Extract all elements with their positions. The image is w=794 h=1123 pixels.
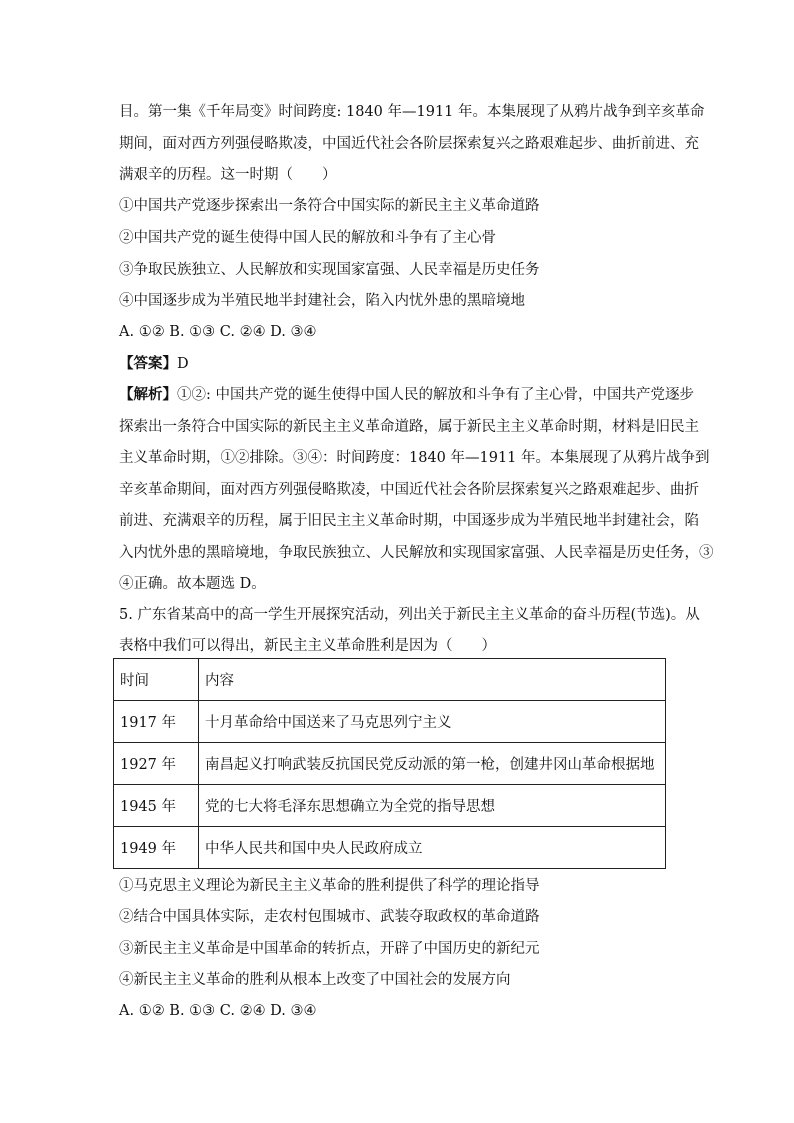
analysis-label: 【解析】 <box>119 386 177 403</box>
q4-option-2: ②中国共产党的诞生使得中国人民的解放和斗争有了主心骨 <box>119 230 496 246</box>
q4-stem-line-3: 满艰辛的历程。这一时期（ ） <box>119 167 337 183</box>
q5-option-2: ②结合中国具体实际，走农村包围城市、武装夺取政权的革命道路 <box>119 909 540 925</box>
table-cell-year: 1927 年 <box>114 743 199 785</box>
table-header-content: 内容 <box>199 659 666 701</box>
table-cell-year: 1917 年 <box>114 701 199 743</box>
table-row <box>114 701 666 743</box>
table-cell-content: 中华人民共和国中央人民政府成立 <box>199 827 666 869</box>
table-cell-year: 1945 年 <box>114 785 199 827</box>
q4-analysis-line-3: 主义革命时期，①②排除。③④：时间跨度：1840 年—1911 年。本集展现了从鸦片战争到 <box>119 450 710 466</box>
q5-stem-line-1: 5. 广东省某高中的高一学生开展探究活动，列出关于新民主主义革命的奋斗历程(节选)。从 <box>119 607 700 623</box>
q4-analysis-line-6: 入内忧外患的黑暗境地，争取民族独立、人民解放和实现国家富强、人民幸福是历史任务，③ <box>119 545 714 561</box>
q4-stem-line-2: 期间，面对西方列强侵略欺凌，中国近代社会各阶层探索复兴之路艰难起步、曲折前进、充 <box>119 136 699 152</box>
table-row <box>114 827 666 869</box>
q4-analysis-line-5: 前进、充满艰辛的历程，属于旧民主主义革命时期，中国逐步成为半殖民地半封建社会，陷 <box>119 513 699 529</box>
q4-choices: A. ①② B. ①③ C. ②④ D. ③④ <box>119 324 317 340</box>
q4-analysis-line-7: ④正确。故本题选 D。 <box>119 576 266 592</box>
table-header-row <box>114 659 666 701</box>
q4-answer <box>119 354 679 374</box>
table-row <box>114 785 666 827</box>
q4-option-1: ①中国共产党逐步探索出一条符合中国实际的新民主主义革命道路 <box>119 198 540 214</box>
table-cell-content: 党的七大将毛泽东思想确立为全党的指导思想 <box>199 785 666 827</box>
q5-option-1: ①马克思主义理论为新民主主义革命的胜利提供了科学的理论指导 <box>119 878 540 894</box>
answer-label: 【答案】 <box>119 355 177 372</box>
history-table <box>113 658 666 869</box>
table-cell-content: 十月革命给中国送来了马克思列宁主义 <box>199 701 666 743</box>
q5-stem-line-2: 表格中我们可以得出，新民主主义革命胜利是因为（ ） <box>119 638 496 654</box>
q4-stem-line-1: 目。第一集《千年局变》时间跨度: 1840 年—1911 年。本集展现了从鸦片战争到辛亥革命 <box>119 104 705 120</box>
table-cell-year: 1949 年 <box>114 827 199 869</box>
q5-option-4: ④新民主主义革命的胜利从根本上改变了中国社会的发展方向 <box>119 972 511 988</box>
q4-analysis-line-4: 辛亥革命期间，面对西方列强侵略欺凌，中国近代社会各阶层探索复兴之路艰难起步、曲折 <box>119 482 699 498</box>
q4-analysis-line-1 <box>119 385 694 405</box>
q4-analysis-line-2: 探索出一条符合中国实际的新民主主义革命道路，属于新民主主义革命时期，材料是旧民主 <box>119 419 699 435</box>
q5-option-3: ③新民主主义革命是中国革命的转折点，开辟了中国历史的新纪元 <box>119 941 540 957</box>
q4-option-3: ③争取民族独立、人民解放和实现国家富强、人民幸福是历史任务 <box>119 262 540 278</box>
table-header-time: 时间 <box>114 659 199 701</box>
q5-choices: A. ①② B. ①③ C. ②④ D. ③④ <box>119 1003 317 1019</box>
table-row <box>114 743 666 785</box>
table-cell-content: 南昌起义打响武装反抗国民党反动派的第一枪，创建井冈山革命根据地 <box>199 743 666 785</box>
analysis-text: ①②: 中国共产党的诞生使得中国人民的解放和斗争有了主心骨，中国共产党逐步 <box>177 387 694 403</box>
answer-value: D <box>177 356 189 372</box>
q4-option-4: ④中国逐步成为半殖民地半封建社会，陷入内忧外患的黑暗境地 <box>119 293 525 309</box>
